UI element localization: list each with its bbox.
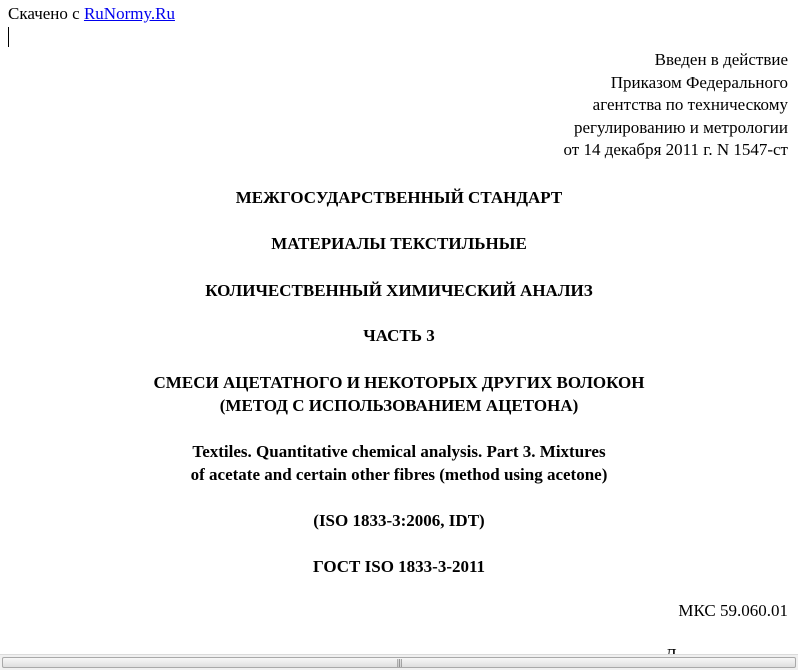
subtitle-line-2: (МЕТОД С ИСПОЛЬЗОВАНИЕМ АЦЕТОНА)	[219, 396, 579, 415]
mks-classification: МКС 59.060.01	[678, 601, 788, 620]
approval-line: Приказом Федерального	[610, 72, 788, 92]
english-title-line-1: Textiles. Quantitative chemical analysis. Part 3. Mixtures	[192, 442, 606, 461]
approval-line: Введен в действие	[654, 50, 788, 69]
analysis-heading: КОЛИЧЕСТВЕННЫЙ ХИМИЧЕСКИЙ АНАЛИЗ	[205, 281, 593, 300]
text-cursor	[8, 27, 9, 47]
approval-line: регулированию и метрологии	[573, 117, 788, 137]
approval-block	[563, 49, 788, 162]
grip-lines-icon: |||	[396, 658, 402, 667]
standard-type-heading: МЕЖГОСУДАРСТВЕННЫЙ СТАНДАРТ	[235, 188, 563, 207]
source-prefix: Скачено с	[8, 4, 84, 23]
subtitle-line-1: СМЕСИ АЦЕТАТНОГО И НЕКОТОРЫХ ДРУГИХ ВОЛОКОН	[153, 373, 645, 392]
iso-reference: (ISO 1833-3:2006, IDT)	[313, 511, 485, 530]
part-heading: ЧАСТЬ 3	[363, 326, 435, 345]
scrollbar-thumb[interactable]	[2, 657, 796, 668]
approval-line: от 14 декабря 2011 г. N 1547-ст	[563, 140, 788, 159]
materials-heading: МАТЕРИАЛЫ ТЕКСТИЛЬНЫЕ	[271, 234, 527, 253]
approval-line: агентства по техническому	[592, 95, 788, 114]
gost-number: ГОСТ ISO 1833-3-2011	[312, 557, 486, 576]
source-link[interactable]: RuNormy.Ru	[83, 4, 175, 23]
horizontal-scrollbar[interactable]	[0, 654, 798, 670]
english-title-line-2: of acetate and certain other fibres (method using acetone)	[190, 465, 608, 484]
source-line	[8, 4, 175, 24]
